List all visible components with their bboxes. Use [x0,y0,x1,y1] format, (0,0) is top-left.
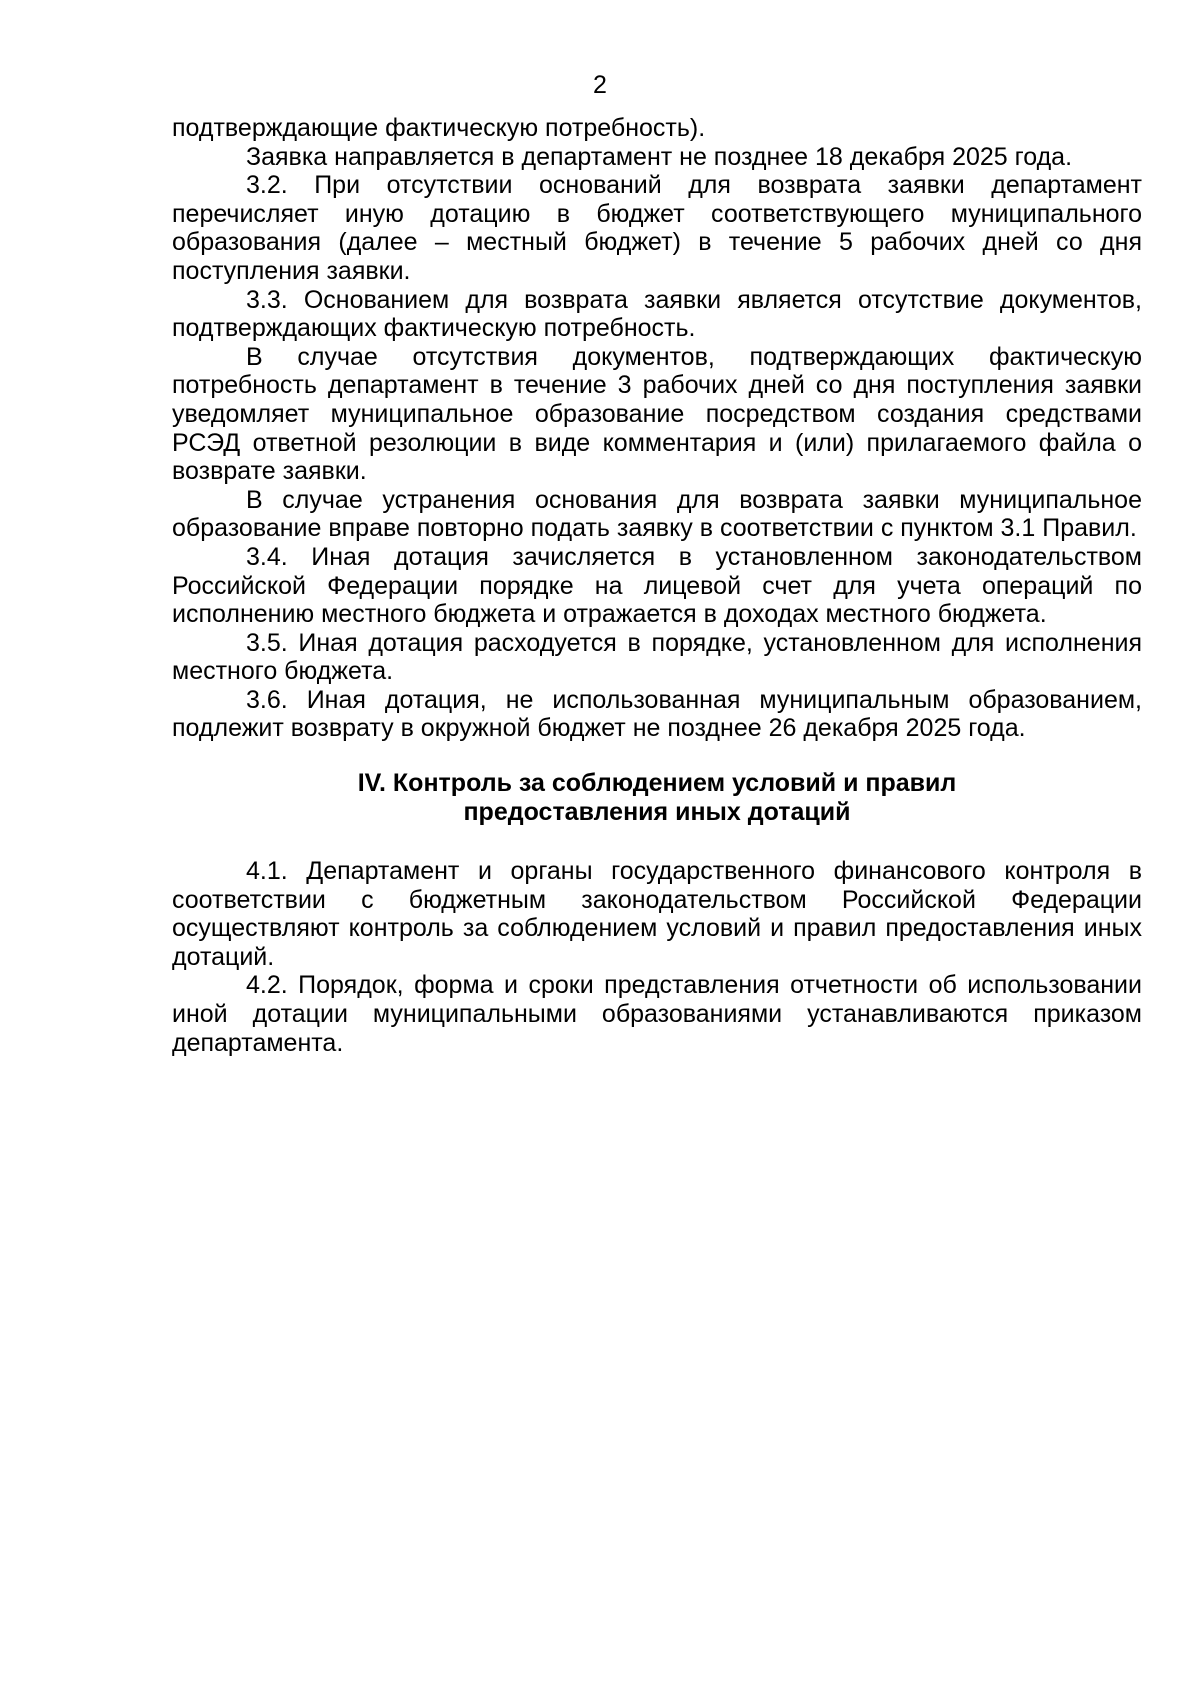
paragraph-resubmission: В случае устранения основания для возврата заявки муниципальное образование вправе повторно подать заявку в соответствии с пунктом 3.1 Правил. [172,485,1142,543]
paragraph-3-4: 3.4. Иная дотация зачисляется в установленном законодательством Российской Федерации порядке на лицевой счет для учета операций по исполнению местного бюджета и отражается в доходах местного бюджета. [172,542,1142,629]
paragraph-missing-documents: В случае отсутствия документов, подтверждающих фактическую потребность департамент в течение 3 рабочих дней со дня поступления заявки уведомляет муниципальное образование посредством создания средствами РСЭД ответной резолюции в виде комментария и (или) прилагаемого файла о возврате заявки. [172,342,1142,486]
paragraph-4-2: 4.2. Порядок, форма и сроки представления отчетности об использовании иной дотации муниципальными образованиями устанавливаются приказом департамента. [172,971,1142,1057]
section-4-heading-line1: IV. Контроль за соблюдением условий и правил [357,769,957,798]
section-4-heading-line2: предоставления иных дотаций [463,798,851,827]
section-4-heading [172,769,1142,827]
paragraph-3-2: 3.2. При отсутствии оснований для возврата заявки департамент перечисляет иную дотацию в бюджет соответствующего муниципального образования (далее – местный бюджет) в течение 5 рабочих дней со дня поступления заявки. [172,171,1142,285]
paragraph-continuation: подтверждающие фактическую потребность). [172,114,706,142]
paragraph-3-6: 3.6. Иная дотация, не использованная муниципальным образованием, подлежит возврату в окружной бюджет не позднее 26 декабря 2025 года. [172,685,1142,743]
paragraph-4-1: 4.1. Департамент и органы государственного финансового контроля в соответствии с бюджетным законодательством Российской Федерации осуществляют контроль за соблюдением условий и правил предоставления иных дотаций. [172,857,1142,971]
paragraph-3-3: 3.3. Основанием для возврата заявки является отсутствие документов, подтверждающих фактическую потребность. [172,285,1142,343]
paragraph-deadline: Заявка направляется в департамент не позднее 18 декабря 2025 года. [246,142,1073,171]
page-number: 2 [593,71,607,99]
paragraph-3-5: 3.5. Иная дотация расходуется в порядке, установленном для исполнения местного бюджета. [172,628,1142,686]
document-body [172,114,1142,1057]
